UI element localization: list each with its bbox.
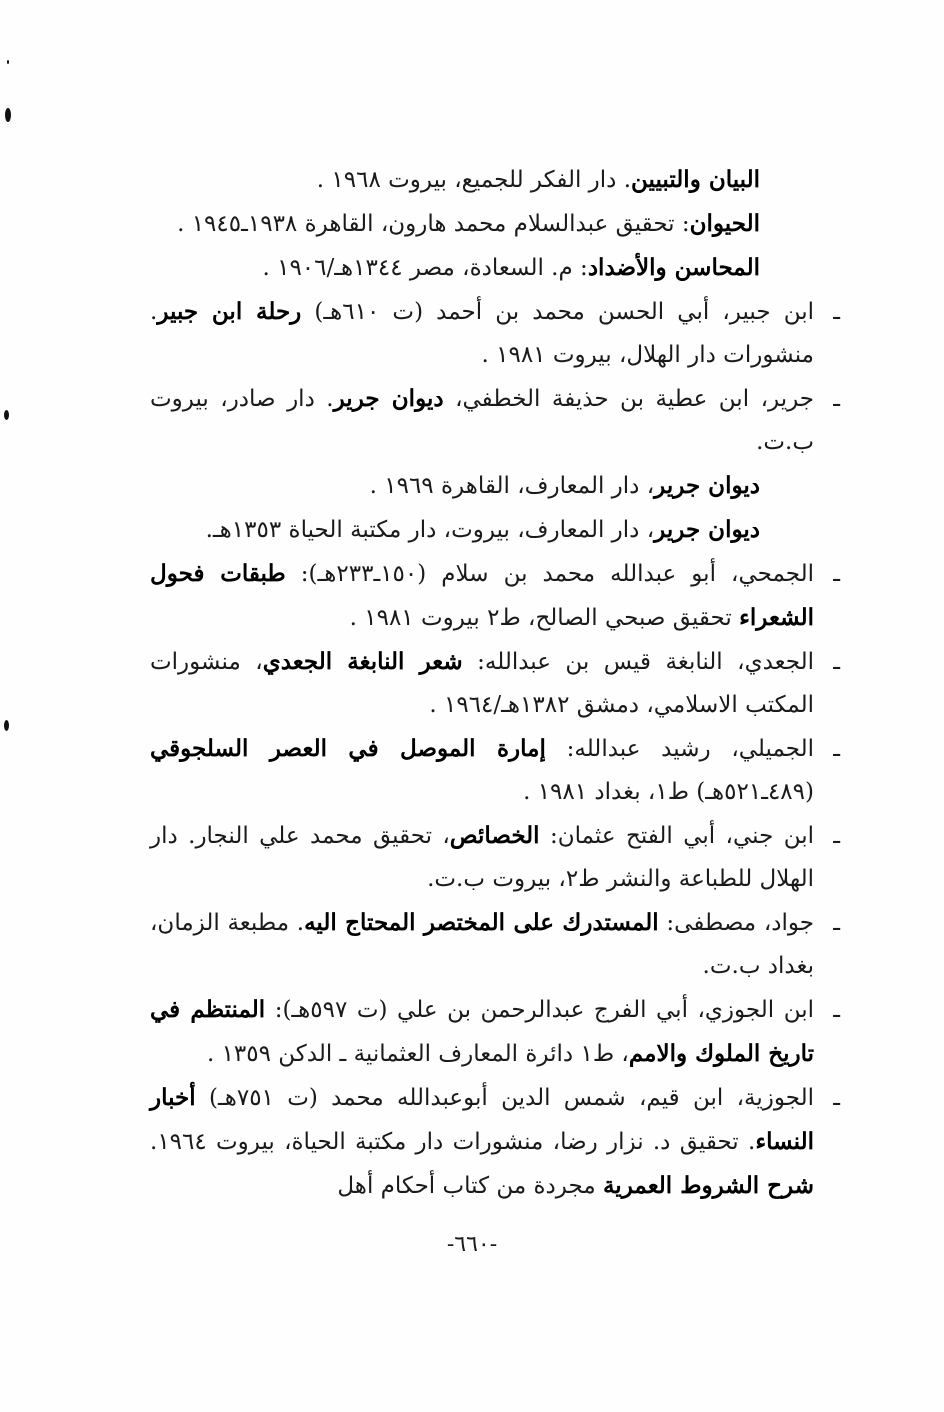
bibliography-sub-entry <box>150 246 840 290</box>
book-title: شعر النابغة الجعدي <box>262 648 463 675</box>
bibliography-entry <box>150 1076 840 1208</box>
entry-text: الجميلي، رشيد عبدالله: <box>545 736 815 762</box>
entry-text: ابن الجوزي، أبي الفرج عبدالرحمن بن علي (ت ٥٩٧هـ): <box>265 997 814 1023</box>
bibliography-sub-entry <box>150 202 840 246</box>
book-title: المحاسن والأضداد <box>587 254 760 281</box>
entry-text: جرير، ابن عطية بن حذيفة الخطفي، <box>443 386 814 412</box>
entry-text: . منشورات دار الهلال، بيروت ١٩٨١ . <box>150 299 814 368</box>
entry-dash: ـ <box>833 299 840 325</box>
scan-mark <box>7 60 9 64</box>
page-number: -٦٦٠- <box>446 1232 498 1257</box>
entry-dash: ـ <box>833 561 840 587</box>
entry-dash: ـ <box>833 649 840 675</box>
bibliography-sub-entry <box>150 158 840 202</box>
entry-text: ، منشورات المكتب الاسلامي، دمشق ١٣٨٢هـ/١٩٦٤ . <box>150 649 814 718</box>
bibliography-entry <box>150 727 840 814</box>
scan-mark <box>5 108 11 122</box>
bibliography-sub-entry <box>150 464 840 508</box>
entry-text: ، تحقيق محمد علي النجار. دار الهلال للطباعة والنشر ط٢، بيروت ب.ت. <box>150 823 814 892</box>
entry-text: : تحقيق عبدالسلام محمد هارون، القاهرة ١٩٣٨ـ١٩٤٥ . <box>177 211 690 237</box>
entry-text: (٤٨٩ـ٥٢١هـ) ط١، بغداد ١٩٨١ . <box>523 779 814 805</box>
book-title: ديوان جرير <box>333 385 444 412</box>
bibliography-entry <box>150 814 840 901</box>
book-title: أخبار النساء <box>150 1084 814 1155</box>
entry-text: ، دار المعارف، القاهرة ١٩٦٩ . <box>369 473 655 499</box>
entry-text: ابن جني، أبي الفتح عثمان: <box>539 823 814 849</box>
entry-dash: ـ <box>833 736 841 762</box>
entry-dash: ـ <box>833 386 840 412</box>
entry-dash: ـ <box>833 1085 841 1111</box>
book-title: ديوان جرير <box>654 516 760 543</box>
entry-text: ابن جبير، أبي الحسن محمد بن أحمد (ت ٦١٠هـ) <box>301 299 814 325</box>
bibliography-entry <box>150 552 840 640</box>
entry-text: ، دار المعارف، بيروت، دار مكتبة الحياة ١٣٥٣هـ. <box>205 517 655 543</box>
entry-text: الجمحي، أبو عبدالله محمد بن سلام (١٥٠ـ٢٣٣هـ): <box>285 561 814 587</box>
bibliography-entry <box>150 290 840 377</box>
entry-text: الجعدي، النابغة قيس بن عبدالله: <box>462 649 814 675</box>
bibliography-entry <box>150 988 840 1076</box>
scan-mark <box>4 410 9 420</box>
bibliography-entry <box>150 377 840 464</box>
entry-text: . دار الفكر للجميع، بيروت ١٩٦٨ . <box>316 167 632 193</box>
bibliography-list <box>150 158 840 1208</box>
bibliography-sub-entry <box>150 508 840 552</box>
book-title: المنتظم في تاريخ الملوك والامم <box>150 996 814 1067</box>
entry-text: . دار صادر، بيروت ب.ت. <box>150 386 814 455</box>
entry-text: : م. السعادة، مصر ١٣٤٤هـ/١٩٠٦ . <box>262 255 588 281</box>
entry-text: جواد، مصطفى: <box>658 910 815 936</box>
book-title: ديوان جرير <box>654 472 760 499</box>
entry-dash: ـ <box>833 997 840 1023</box>
book-title: الخصائص <box>449 822 540 849</box>
book-title: البيان والتبيين <box>631 166 760 193</box>
entry-dash: ـ <box>833 823 840 849</box>
book-title: الحيوان <box>689 210 760 237</box>
entry-text: . مطبعة الزمان، بغداد ب.ت. <box>150 910 814 979</box>
bibliography-entry <box>150 901 840 988</box>
entry-dash: ـ <box>833 910 841 936</box>
entry-text: ، ط١ دائرة المعارف العثمانية ـ الدكن ١٣٥٩ . <box>206 1041 629 1067</box>
book-title: طبقات فحول الشعراء <box>150 560 814 631</box>
entry-text: . تحقيق د. نزار رضا، منشورات دار مكتبة الحياة، بيروت ١٩٦٤. <box>150 1129 756 1155</box>
scan-mark <box>4 720 9 731</box>
bibliography-entry <box>150 640 840 727</box>
book-title: إمارة الموصل في العصر السلجوقي <box>150 735 546 762</box>
entry-text: تحقيق صبحي الصالح، ط٢ بيروت ١٩٨١ . <box>349 605 740 631</box>
book-title: المستدرك على المختصر المحتاج اليه <box>304 909 659 936</box>
book-title: شرح الشروط العمرية <box>602 1172 814 1199</box>
entry-text: مجردة من كتاب أحكام أهل <box>337 1173 603 1199</box>
entry-text: الجوزية، ابن قيم، شمس الدين أبوعبدالله محمد (ت ٧٥١هـ) <box>195 1085 815 1111</box>
book-title: رحلة ابن جبير <box>157 298 302 325</box>
